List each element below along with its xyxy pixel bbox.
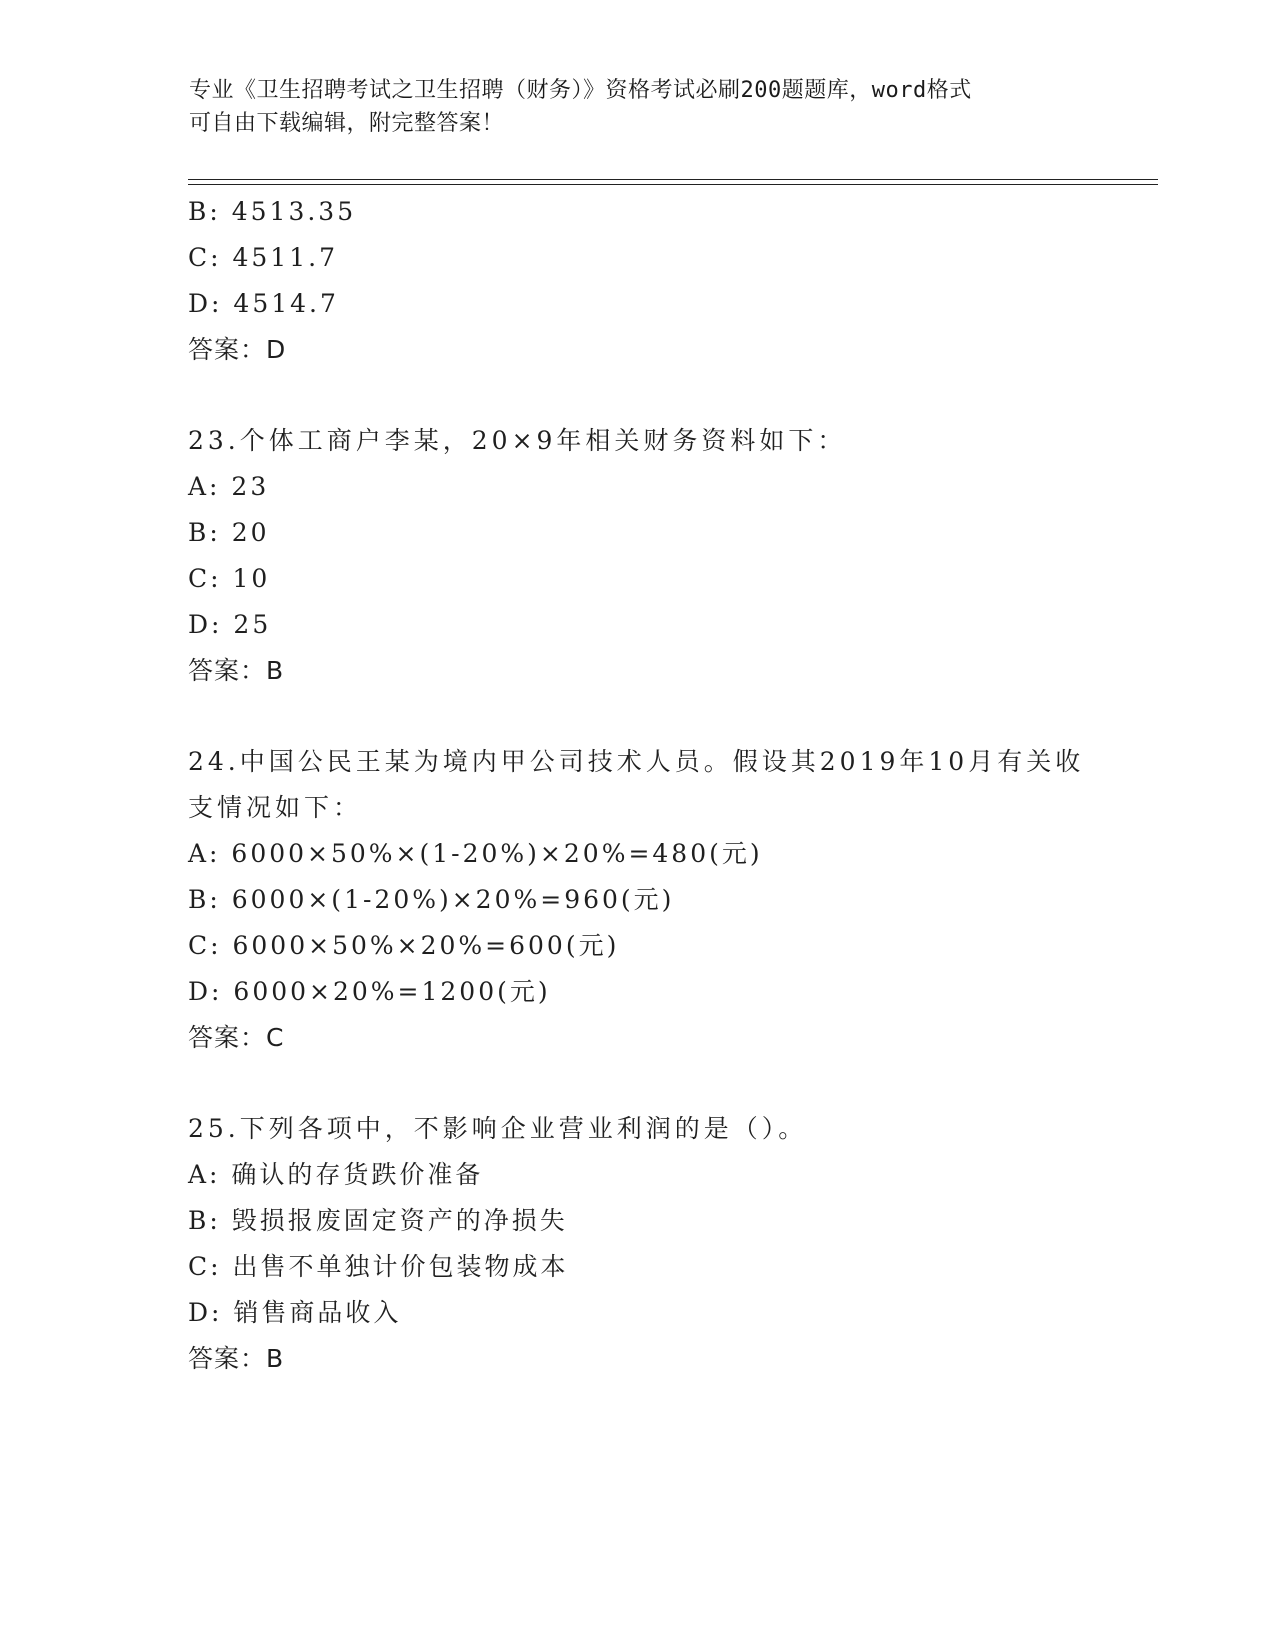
option-c: C: 出售不单独计价包装物成本	[188, 1252, 569, 1281]
question-22-continued	[188, 189, 1128, 373]
answer-line: 答案：C	[188, 1023, 285, 1052]
question-stem: 23.个体工商户李某，20×9年相关财务资料如下：	[188, 426, 847, 455]
spacer	[188, 373, 1128, 418]
answer-line: 答案：B	[188, 1344, 285, 1373]
option-d: D: 25	[188, 610, 272, 639]
option-c: C: 4511.7	[188, 243, 338, 272]
answer-line: 答案：B	[188, 656, 285, 685]
option-d: D: 6000×20%=1200(元)	[188, 977, 551, 1006]
option-b: B: 4513.35	[188, 197, 357, 226]
option-a: A: 23	[188, 472, 270, 501]
option-a: A: 确认的存货跌价准备	[188, 1160, 484, 1189]
question-stem-continued: 支情况如下：	[188, 793, 363, 822]
option-c: C: 10	[188, 564, 271, 593]
spacer	[188, 694, 1128, 739]
question-23	[188, 418, 1128, 694]
header-divider-bottom	[188, 184, 1158, 185]
option-b: B: 20	[188, 518, 270, 547]
option-a: A: 6000×50%×(1-20%)×20%=480(元)	[188, 839, 763, 868]
header-title-line-2: 可自由下载编辑，附完整答案！	[189, 111, 505, 136]
option-b: B: 毁损报废固定资产的净损失	[188, 1206, 568, 1235]
option-d: D: 4514.7	[188, 289, 339, 318]
spacer	[188, 1061, 1128, 1106]
option-d: D: 销售商品收入	[188, 1298, 402, 1327]
header-divider-top	[188, 179, 1158, 180]
question-25	[188, 1106, 1128, 1382]
question-24	[188, 739, 1128, 1061]
option-c: C: 6000×50%×20%=600(元)	[188, 931, 620, 960]
header-title-line-1: 专业《卫生招聘考试之卫生招聘（财务）》资格考试必刷200题题库，word格式	[189, 78, 972, 103]
answer-line: 答案：D	[188, 335, 287, 364]
question-stem: 24.中国公民王某为境内甲公司技术人员。假设其2019年10月有关收	[188, 747, 1085, 776]
page-header	[189, 74, 1089, 140]
option-b: B: 6000×(1-20%)×20%=960(元)	[188, 885, 675, 914]
question-stem: 25.下列各项中，不影响企业营业利润的是（）。	[188, 1114, 808, 1143]
question-list	[188, 189, 1128, 1382]
